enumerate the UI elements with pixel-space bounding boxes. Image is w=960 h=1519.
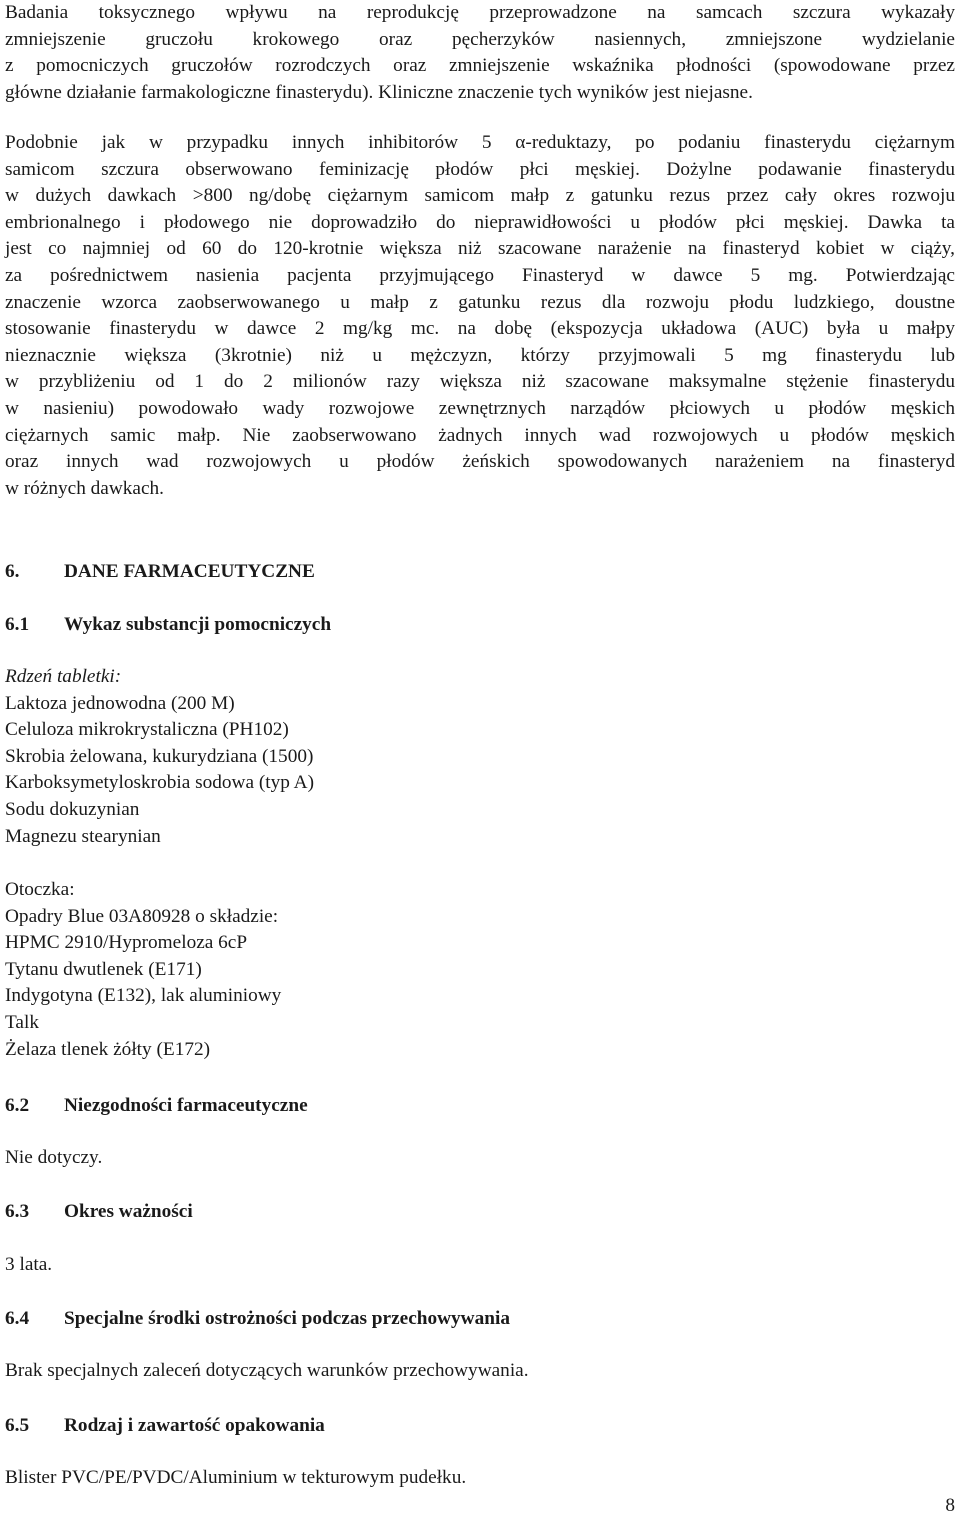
section-6-2-text: Nie dotyczy. bbox=[5, 1147, 103, 1168]
list-item: Karboksymetyloskrobia sodowa (typ A) bbox=[5, 772, 314, 794]
list-item: HPMC 2910/Hypromeloza 6cP bbox=[5, 932, 248, 954]
section-heading-6-1 bbox=[5, 612, 331, 638]
section-heading-6-4 bbox=[5, 1306, 510, 1332]
text-line: główne działanie farmakologiczne finasterydu). Kliniczne znaczenie tych wyników jest niejasne. bbox=[5, 81, 753, 103]
text-line: Badania toksycznego wpływu na reprodukcję przeprowadzone na samcach szczura wykazały bbox=[5, 2, 955, 23]
text-line: embrionalnego i płodowego nie doprowadziło do nieprawidłowości u płodów płci męskiej. Dawka ta bbox=[5, 211, 955, 233]
page-number: 8 bbox=[945, 1495, 955, 1516]
section-6-3-text: 3 lata. bbox=[5, 1254, 53, 1275]
list-item: Skrobia żelowana, kukurydziana (1500) bbox=[5, 745, 314, 767]
section-number: 6.2 bbox=[5, 1095, 30, 1116]
text-line: w różnych dawkach. bbox=[5, 477, 165, 499]
text-line: Podobnie jak w przypadku innych inhibitorów 5 α-reduktazy, po podaniu finasterydu ciężarnym bbox=[5, 132, 955, 153]
paragraph-feminization-monkeys bbox=[5, 130, 955, 502]
section-number: 6.4 bbox=[5, 1308, 30, 1329]
section-number: 6.5 bbox=[5, 1415, 30, 1436]
section-number: 6.3 bbox=[5, 1201, 30, 1222]
section-title: Okres ważności bbox=[64, 1201, 193, 1222]
text-line: samicom szczura obserwowano feminizację płodów płci męskiej. Dożylne podawanie finasterydu bbox=[5, 158, 955, 180]
section-heading-6-2 bbox=[5, 1093, 308, 1119]
text-line: znaczenie wzorca zaobserwowanego u małp z gatunku rezus dla rozwoju płodu ludzkiego, doustne bbox=[5, 291, 955, 313]
section-heading-6-3 bbox=[5, 1199, 193, 1225]
section-6-4-text: Brak specjalnych zaleceń dotyczących warunków przechowywania. bbox=[5, 1360, 529, 1381]
list-item: Tytanu dwutlenek (E171) bbox=[5, 958, 202, 980]
list-item: Żelaza tlenek żółty (E172) bbox=[5, 1038, 211, 1060]
section-heading-6 bbox=[5, 559, 315, 585]
excipients-coating-list bbox=[5, 877, 281, 1063]
core-label: Rdzeń tabletki: bbox=[5, 666, 122, 687]
section-6-5-text: Blister PVC/PE/PVDC/Aluminium w tekturowym pudełku. bbox=[5, 1467, 467, 1488]
list-item: Magnezu stearynian bbox=[5, 825, 161, 847]
text-line: ciężarnych samic małp. Nie zaobserwowano żadnych innych wad rozwojowych u płodów męskich bbox=[5, 424, 955, 446]
text-line: w nasieniu) powodowało wady rozwojowe zewnętrznych narządów płciowych u płodów męskich bbox=[5, 397, 955, 419]
section-number: 6. bbox=[5, 561, 20, 582]
section-heading-6-5 bbox=[5, 1413, 325, 1439]
list-item: Opadry Blue 03A80928 o składzie: bbox=[5, 905, 279, 927]
section-title: Niezgodności farmaceutyczne bbox=[64, 1095, 308, 1116]
section-title: DANE FARMACEUTYCZNE bbox=[64, 561, 315, 582]
section-number: 6.1 bbox=[5, 614, 30, 635]
list-item: Sodu dokuzynian bbox=[5, 798, 140, 820]
list-item: Talk bbox=[5, 1011, 39, 1033]
coating-label: Otoczka: bbox=[5, 879, 75, 900]
list-item: Laktoza jednowodna (200 M) bbox=[5, 692, 235, 714]
text-line: nieznacznie większa (3krotnie) niż u mężczyzn, którzy przyjmowali 5 mg finasterydu lub bbox=[5, 344, 955, 366]
list-item: Celuloza mikrokrystaliczna (PH102) bbox=[5, 719, 289, 741]
list-item: Indygotyna (E132), lak aluminiowy bbox=[5, 985, 282, 1007]
text-line: stosowanie finasterydu w dawce 2 mg/kg mc. na dobę (ekspozycja układowa (AUC) była u małpy bbox=[5, 318, 955, 340]
text-line: oraz innych wad rozwojowych u płodów żeńskich spowodowanych narażeniem na finasteryd bbox=[5, 451, 955, 473]
section-title: Specjalne środki ostrożności podczas przechowywania bbox=[64, 1308, 510, 1329]
text-line: w przybliżeniu od 1 do 2 milionów razy większa niż szacowane maksymalne stężenie finasterydu bbox=[5, 371, 955, 393]
section-title: Rodzaj i zawartość opakowania bbox=[64, 1415, 325, 1436]
text-line: zmniejszenie gruczołu krokowego oraz pęcherzyków nasiennych, zmniejszone wydzielanie bbox=[5, 28, 955, 50]
section-title: Wykaz substancji pomocniczych bbox=[64, 614, 332, 635]
text-line: z pomocniczych gruczołów rozrodczych oraz zmniejszenie wskaźnika płodności (spowodowane przez bbox=[5, 55, 955, 77]
text-line: w dużych dawkach >800 ng/dobę ciężarnym samicom małp z gatunku rezus przez cały okres rozwoju bbox=[5, 185, 955, 207]
paragraph-reproductive-toxicity-rats bbox=[5, 0, 955, 106]
text-line: jest co najmniej od 60 do 120-krotnie większa niż szacowane narażenie na finasteryd kobiet w ciąży, bbox=[5, 238, 955, 260]
excipients-core-list bbox=[5, 664, 314, 850]
text-line: za pośrednictwem nasienia pacjenta przyjmującego Finasteryd w dawce 5 mg. Potwierdzając bbox=[5, 264, 955, 286]
